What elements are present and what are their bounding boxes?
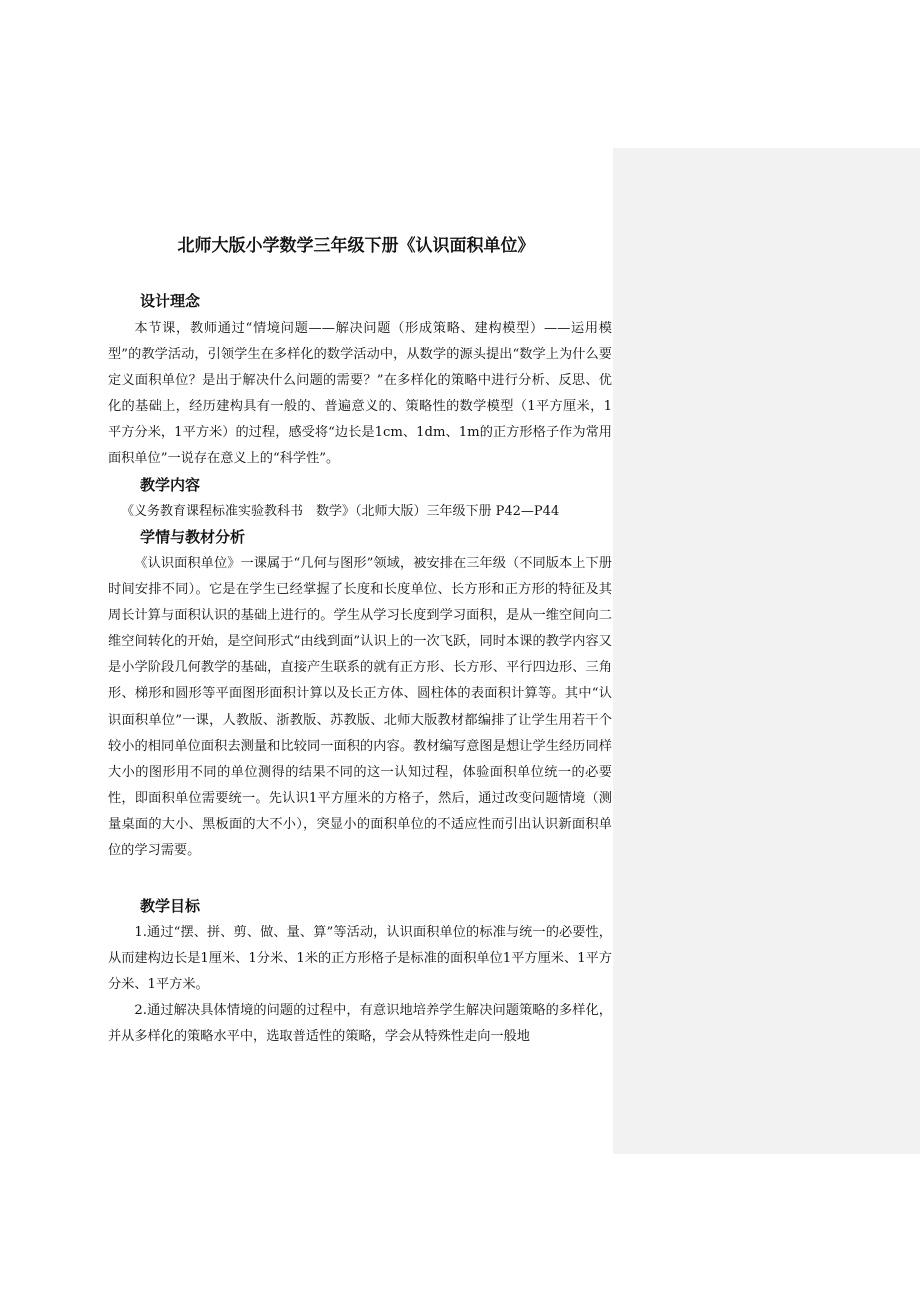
paragraph-analysis: 《认识面积单位》一课属于“几何与图形”领域，被安排在三年级（不同版本上下册时间安排不同）。它是在学生已经掌握了长度和长度单位、长方形和正方形的特征及其周长计算与面积认识的基础上进行的。学生从学习长度到学习面积，是从一维空间向二维空间转化的开始，是空间形式“由线到面”认识上的一次飞跃，同时本课的教学内容又是小学阶段几何教学的基础，直接产生联系的就有正方形、长方形、平行四边形、三角形、梯形和圆形等平面图形面积计算以及长正方体、圆柱体的表面积计算等。其中“认识面积单位”一课，人教版、浙教版、苏教版、北师大版教材都编排了让学生用若干个较小的相同单位面积去测量和比较同一面积的内容。教材编写意图是想让学生经历同样大小的图形用不同的单位测得的结果不同的这一认知过程，体验面积单位统一的必要性，即面积单位需要统一。先认识1平方厘米的方格子，然后，通过改变问题情境（测量桌面的大小、黑板面的大不小），突显小的面积单位的不适应性而引出认识新面积单位的学习需要。 — [108, 556, 612, 859]
heading-analysis: 学情与教材分析 — [140, 528, 246, 546]
paragraph-design-concept: 本节课，教师通过“情境问题——解决问题（形成策略、建构模型）——运用模型”的教学活动，引领学生在多样化的数学活动中，从数学的源头提出“数学上为什么要定义面积单位？是出于解决什么问题的需要？”在多样化的策略中进行分析、反思、优化的基础上，经历建构具有一般的、普遍意义的、策略性的数学模型（1平方厘米，1平方分米，1平方米）的过程，感受将“边长是1cm、1dm、1m的正方形格子作为常用面积单位”一说存在意义上的“科学性”。 — [108, 321, 612, 467]
goal-item-2: 2.通过解决具体情境的问题的过程中，有意识地培养学生解决问题策略的多样化，并从多样化的策略水平中，选取普适性的策略，学会从特殊性走向一般地 — [108, 1003, 612, 1045]
heading-teaching-goals: 教学目标 — [140, 897, 201, 915]
document-title: 北师大版小学数学三年级下册《认识面积单位》 — [177, 236, 535, 256]
heading-design-concept: 设计理念 — [140, 292, 201, 310]
goal-item-1: 1.通过“摆、拼、剪、做、量、算”等活动，认识面积单位的标准与统一的必要性，从而建构边长是1厘米、1分米、1米的正方形格子是标准的面积单位1平方厘米、1平方分米、1平方米。 — [108, 925, 612, 993]
paragraph-teaching-content: 《义务教育课程标准实验教科书 数学》（北师大版）三年级下册 P42—P44 — [121, 504, 560, 519]
heading-teaching-content: 教学内容 — [140, 476, 201, 494]
comment-margin-pane — [613, 148, 920, 1154]
